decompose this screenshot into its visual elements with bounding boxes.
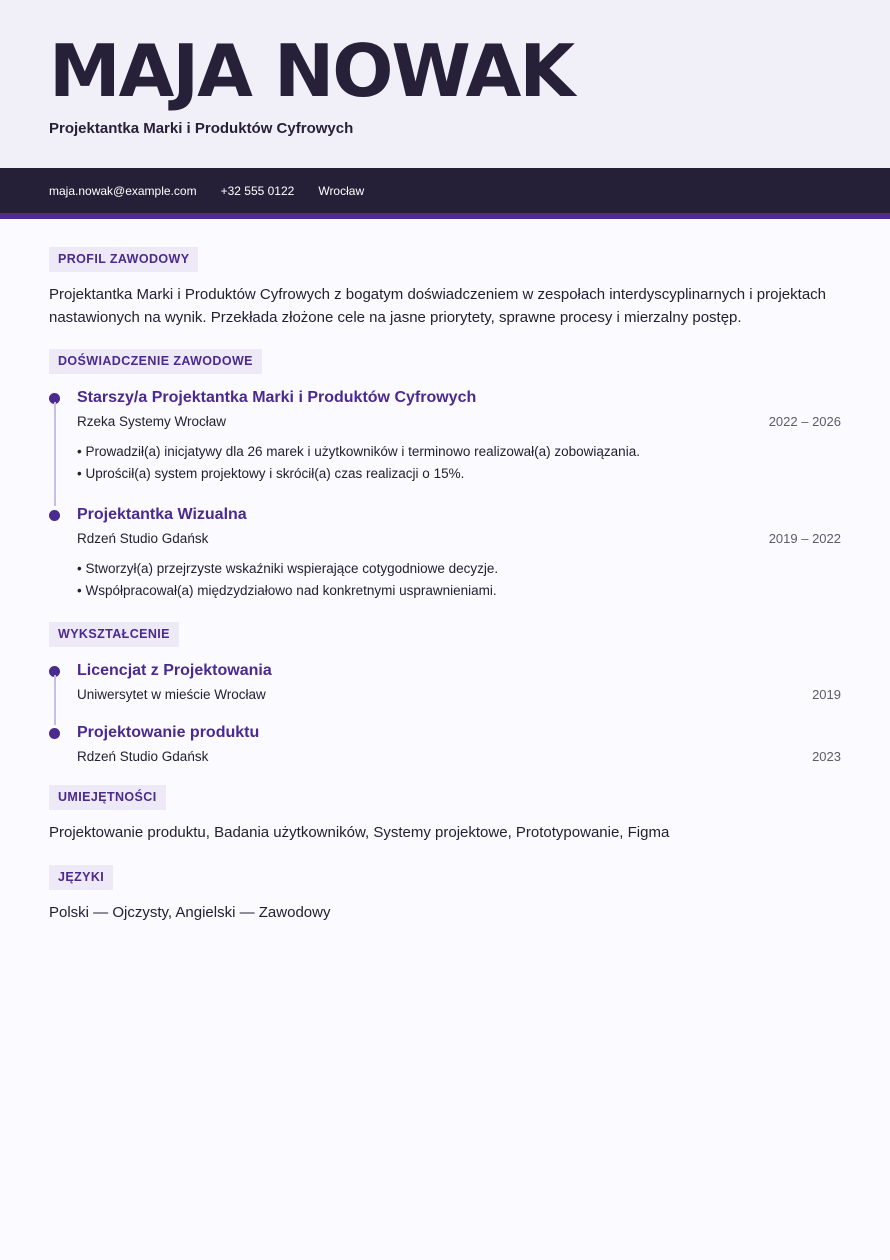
education-entry <box>49 661 841 723</box>
job-bullet: • Stworzył(a) przejrzyste wskaźniki wspierające cotygodniowe decyzje. <box>77 558 841 580</box>
job-meta <box>77 530 841 547</box>
resume-body <box>0 219 890 924</box>
timeline-dot <box>49 510 60 521</box>
experience-section <box>49 349 841 602</box>
skills-section <box>49 785 841 845</box>
timeline-dot <box>49 728 60 739</box>
languages-section <box>49 865 841 925</box>
resume-header <box>0 0 890 168</box>
job-bullet: • Współpracował(a) międzydziałowo nad konkretnymi usprawnieniami. <box>77 580 841 602</box>
section-label-languages: JĘZYKI <box>49 865 113 890</box>
experience-timeline <box>49 388 841 602</box>
job-dates: 2019 – 2022 <box>768 531 841 546</box>
job-bullet: • Uprościł(a) system projektowy i skrócił(a) czas realizacji o 15%. <box>77 463 841 485</box>
contact-phone[interactable]: +32 555 0122 <box>220 183 295 198</box>
education-entry <box>49 723 841 765</box>
education-section <box>49 622 841 765</box>
education-timeline <box>49 661 841 765</box>
job-company: Rzeka Systemy Wrocław <box>77 414 227 429</box>
job-company: Rdzeń Studio Gdańsk <box>77 531 209 546</box>
languages-text: Polski — Ojczysty, Angielski — Zawodowy <box>49 903 331 921</box>
degree-title: Licencjat z Projektowania <box>77 662 272 679</box>
job-title: Projektantka Wizualna <box>77 506 247 523</box>
profile-text: Projektantka Marki i Produktów Cyfrowych z bogatym doświadczeniem w zespołach interdyscyplinarnych i projektach nastawionych na wynik. Przekłada złożone cele na jasne priorytety, sprawne procesy i mierzalny postęp. <box>49 286 826 326</box>
timeline-line <box>54 402 56 506</box>
job-dates: 2022 – 2026 <box>768 414 841 429</box>
section-label-profile: PROFIL ZAWODOWY <box>49 247 198 272</box>
candidate-name: MAJA NOWAK <box>49 29 574 113</box>
experience-entry <box>49 505 841 602</box>
timeline-line <box>54 675 56 725</box>
degree-institution: Rdzeń Studio Gdańsk <box>77 749 209 764</box>
degree-year: 2023 <box>812 749 841 764</box>
contact-bar <box>0 168 890 219</box>
contact-email[interactable]: maja.nowak@example.com <box>49 183 197 198</box>
profile-section <box>49 247 841 329</box>
section-label-skills: UMIEJĘTNOŚCI <box>49 785 166 810</box>
job-meta <box>77 413 841 430</box>
degree-institution: Uniwersytet w mieście Wrocław <box>77 687 266 702</box>
experience-entry <box>49 388 841 505</box>
degree-year: 2019 <box>812 687 841 702</box>
job-bullet: • Prowadził(a) inicjatywy dla 26 marek i użytkowników i terminowo realizował(a) zobowiązania. <box>77 441 841 463</box>
candidate-title: Projektantka Marki i Produktów Cyfrowych <box>49 120 354 137</box>
job-title: Starszy/a Projektantka Marki i Produktów Cyfrowych <box>77 389 477 406</box>
contact-city: Wrocław <box>318 183 365 198</box>
degree-meta <box>77 748 841 765</box>
section-label-education: WYKSZTAŁCENIE <box>49 622 179 647</box>
section-label-experience: DOŚWIADCZENIE ZAWODOWE <box>49 349 262 374</box>
degree-meta <box>77 686 841 703</box>
job-bullets <box>77 558 841 602</box>
skills-text: Projektowanie produktu, Badania użytkowników, Systemy projektowe, Prototypowanie, Figma <box>49 824 670 841</box>
job-bullets <box>77 441 841 485</box>
degree-title: Projektowanie produktu <box>77 724 260 741</box>
